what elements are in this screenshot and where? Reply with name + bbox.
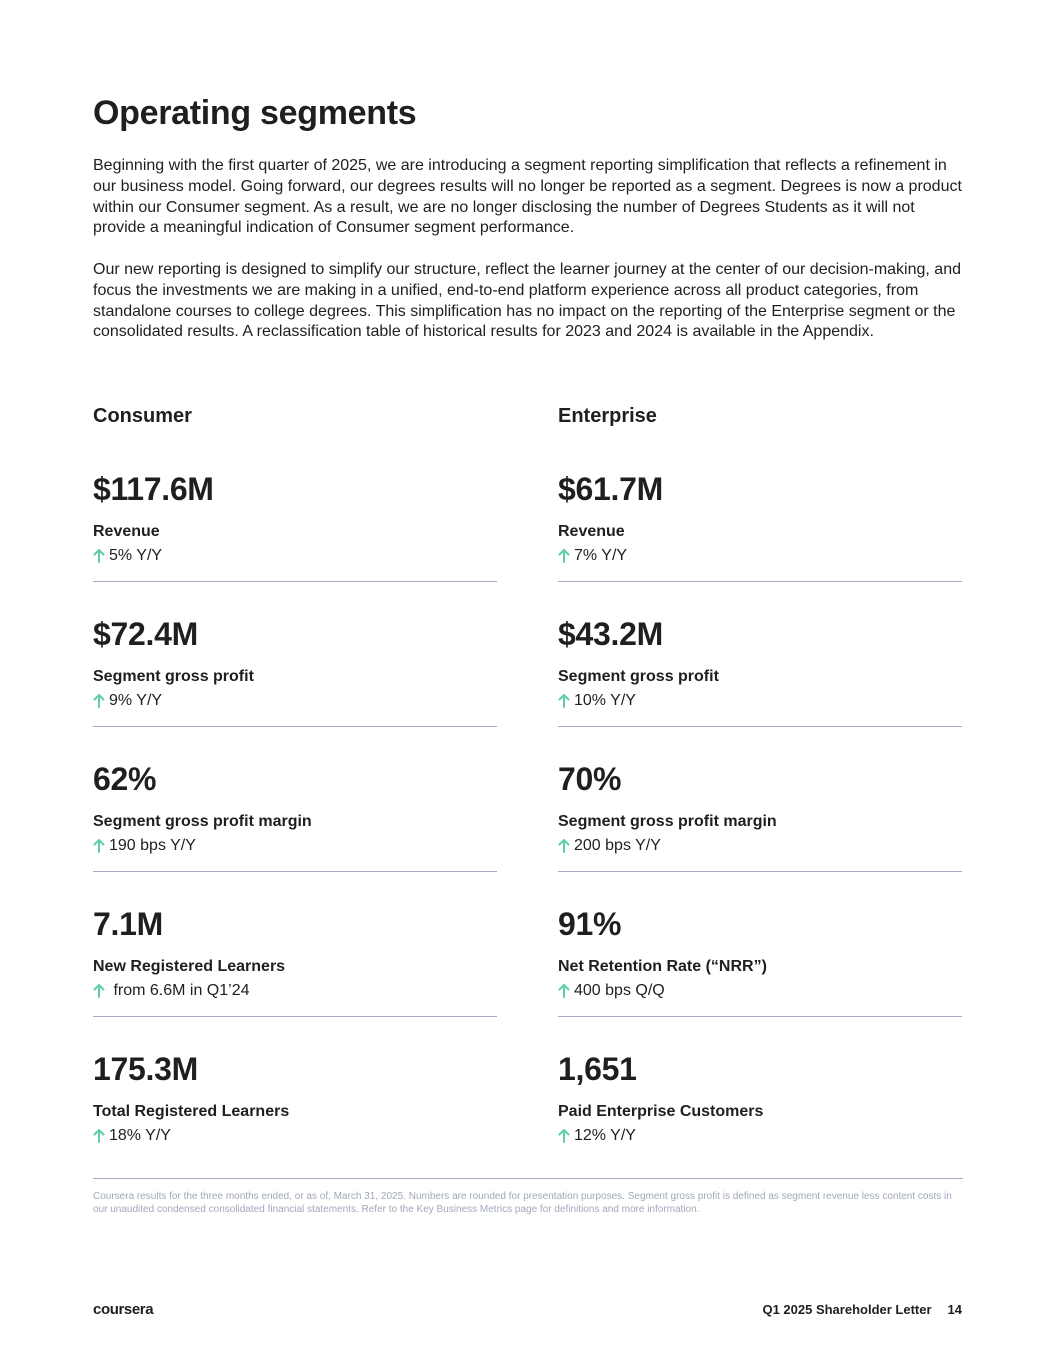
consumer-metric-new-learners <box>93 872 497 1017</box>
metric-change-text: 5% Y/Y <box>109 547 163 564</box>
metric-value: 1,651 <box>558 1051 637 1087</box>
metric-label: New Registered Learners <box>93 958 286 975</box>
letter-title: Q1 2025 Shareholder Letter <box>762 1302 932 1317</box>
arrow-up-icon <box>558 694 570 708</box>
metric-label: Segment gross profit <box>558 668 719 685</box>
enterprise-metric-gross-margin <box>558 727 962 872</box>
metric-label: Paid Enterprise Customers <box>558 1103 764 1120</box>
metric-change <box>93 835 497 857</box>
consumer-metric-gross-profit <box>93 582 497 727</box>
metric-change-text: 400 bps Q/Q <box>574 982 665 999</box>
enterprise-metric-revenue <box>558 437 962 582</box>
metric-value: 91% <box>558 906 622 942</box>
metric-change-text: 200 bps Y/Y <box>574 837 661 854</box>
footnote-divider <box>93 1178 963 1179</box>
metric-value: $61.7M <box>558 471 663 507</box>
consumer-metric-gross-margin <box>93 727 497 872</box>
enterprise-metric-nrr <box>558 872 962 1017</box>
enterprise-metric-customers <box>558 1017 962 1162</box>
metric-label: Total Registered Learners <box>93 1103 290 1120</box>
enterprise-metric-gross-profit <box>558 582 962 727</box>
page-title: Operating segments <box>93 94 417 132</box>
metric-change <box>558 980 962 1002</box>
arrow-up-icon <box>558 549 570 563</box>
metric-value: $43.2M <box>558 616 663 652</box>
metric-change-text: 12% Y/Y <box>574 1127 636 1144</box>
metric-label: Net Retention Rate (“NRR”) <box>558 958 767 975</box>
consumer-heading: Consumer <box>93 405 192 427</box>
metric-label: Revenue <box>558 523 625 540</box>
consumer-metric-revenue <box>93 437 497 582</box>
consumer-metric-total-learners <box>93 1017 497 1162</box>
arrow-up-icon <box>93 839 105 853</box>
metric-change-text: 190 bps Y/Y <box>109 837 196 854</box>
enterprise-heading: Enterprise <box>558 405 657 427</box>
metric-value: 175.3M <box>93 1051 198 1087</box>
metric-change <box>93 545 497 567</box>
coursera-logo: coursera <box>93 1301 154 1318</box>
metric-change <box>93 1125 497 1147</box>
arrow-up-icon <box>93 984 105 998</box>
metric-change-text: 10% Y/Y <box>574 692 636 709</box>
arrow-up-icon <box>558 984 570 998</box>
arrow-up-icon <box>558 1129 570 1143</box>
metric-change <box>93 690 497 712</box>
arrow-up-icon <box>93 694 105 708</box>
metric-value: $117.6M <box>93 471 214 507</box>
metric-label: Segment gross profit margin <box>93 813 312 830</box>
metric-change <box>558 1125 962 1147</box>
arrow-up-icon <box>93 1129 105 1143</box>
metric-label: Revenue <box>93 523 160 540</box>
page-number: 14 <box>947 1302 962 1317</box>
metric-change-text: 9% Y/Y <box>109 692 163 709</box>
intro-paragraph-1: Beginning with the first quarter of 2025, we are introducing a segment reporting simplification that reflects a refinement in our business model. Going forward, our degrees results will no longer be reported as a segment. Degrees is now a product within our Consumer segment. As a result, we are no longer disclosing the number of Degrees Students as it will not provide a meaningful indication of Consumer segment performance. <box>93 157 962 237</box>
metric-label: Segment gross profit margin <box>558 813 777 830</box>
metric-change <box>558 835 962 857</box>
arrow-up-icon <box>93 549 105 563</box>
metric-change <box>93 980 497 1002</box>
metric-change <box>558 545 962 567</box>
consumer-segment-column <box>93 402 497 1162</box>
metric-value: 70% <box>558 761 622 797</box>
intro-paragraph-2: Our new reporting is designed to simplify our structure, reflect the learner journey at the center of our decision-making, and focus the investments we are making in a unified, end-to-end platform experience across all product categories, from standalone courses to college degrees. This simplification has no impact on the reporting of the Enterprise segment or the consolidated results. A reclassification table of historical results for 2023 and 2024 is available in the Appendix. <box>93 261 961 341</box>
metric-change-text: from 6.6M in Q1’24 <box>109 982 250 999</box>
page-footer <box>762 1302 962 1317</box>
enterprise-segment-column <box>558 402 962 1162</box>
metric-value: 62% <box>93 761 157 797</box>
metric-change-text: 7% Y/Y <box>574 547 628 564</box>
metric-value: $72.4M <box>93 616 198 652</box>
arrow-up-icon <box>558 839 570 853</box>
footnote: Coursera results for the three months ended, or as of, March 31, 2025. Numbers are rounded for presentation purposes. Segment gross profit is defined as segment revenue less content costs in our unaudited condensed consolidated financial statements. Refer to the Key Business Metrics page for definitions and more information. <box>93 1191 952 1215</box>
metric-label: Segment gross profit <box>93 668 254 685</box>
metric-value: 7.1M <box>93 906 163 942</box>
metric-change <box>558 690 962 712</box>
metric-change-text: 18% Y/Y <box>109 1127 171 1144</box>
